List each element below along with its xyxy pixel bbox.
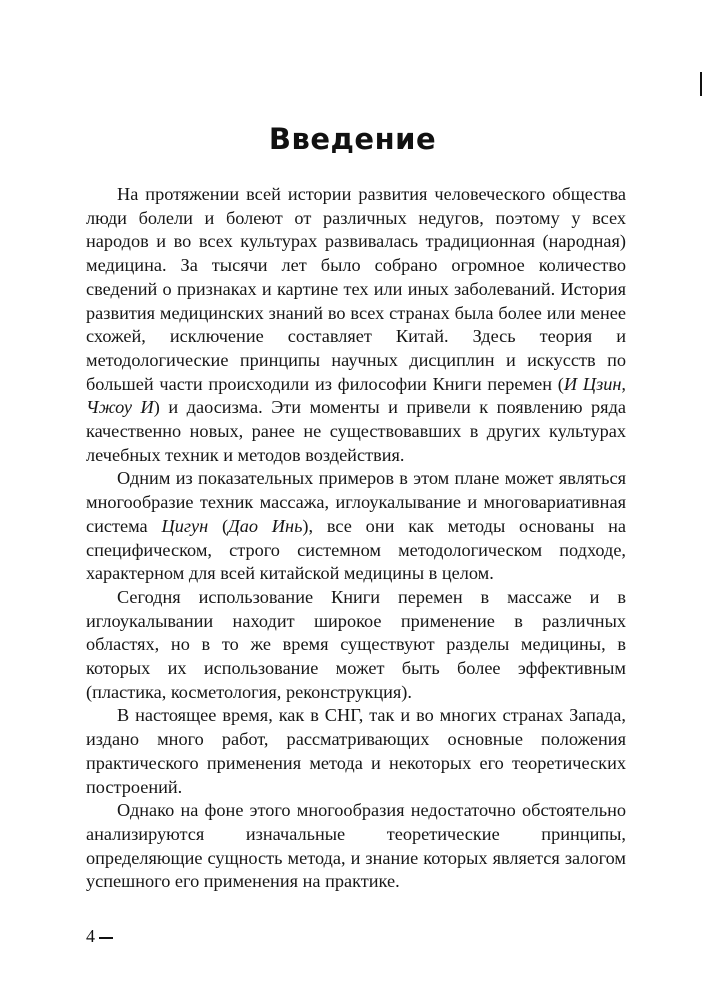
page-footer xyxy=(86,925,113,947)
chapter-body xyxy=(86,183,626,894)
paragraph xyxy=(86,183,626,467)
italic-term: И Цзин, Чжоу И xyxy=(86,373,626,418)
chapter-title: Введение xyxy=(268,122,437,156)
page-edge-mark xyxy=(700,72,702,96)
text-run: Одним из показательных примеров в этом плане может являться многообразие техник массажа, иглоукалывание и многовариативная система xyxy=(86,468,626,536)
footer-dash xyxy=(99,937,113,939)
text-run: ), все они как методы основаны на специфическом, строго системном методологическом подходе, характерном для всей китайской медицины в целом. xyxy=(86,515,626,584)
text-run: Сегодня использование Книги перемен в массаже и в иглоукалывании находит широкое применение в различных областях, но в то же время существуют разделы медицины, в которых их использование может быть более эффективным (пластика, косметология, реконструкция). xyxy=(86,586,626,702)
text-run: ) и даосизма. Эти моменты и привели к появлению ряда качественно новых, ранее не существовавших в других культурах лечебных техник и методов воздействия. xyxy=(86,397,626,465)
paragraph xyxy=(86,799,626,894)
paragraph xyxy=(86,704,626,799)
text-run: В настоящее время, как в СНГ, так и во многих странах Запада, издано много работ, рассматривающих основные положения практического применения метода и некоторых его теоретических построений. xyxy=(86,705,626,797)
text-run: На протяжении всей истории развития человеческого общества люди болели и болеют от различных недугов, поэтому у всех народов и во всех культурах развивалась традиционная (народная) медицина. За тысячи лет было собрано огромное количество сведений о признаках и картине тех или иных заболеваний. История развития медицинских знаний во всех странах была более или менее схожей, исключение составляет Китай. Здесь теория и методологические принципы научных дисциплин и искусств по большей части происходили из философии Книги перемен ( xyxy=(86,184,626,394)
page-number: 4 xyxy=(86,926,95,946)
text-run: Однако на фоне этого многообразия недостаточно обстоятельно анализируются изначальные теоретические принципы, определяющие сущность метода, и знание которых является залогом успешного его применения на практике. xyxy=(86,800,626,892)
text-run: ( xyxy=(208,515,229,536)
italic-term: Цигун xyxy=(161,515,209,536)
italic-term: Дао Инь xyxy=(228,515,303,536)
paragraph xyxy=(86,586,626,705)
paragraph xyxy=(86,467,626,586)
